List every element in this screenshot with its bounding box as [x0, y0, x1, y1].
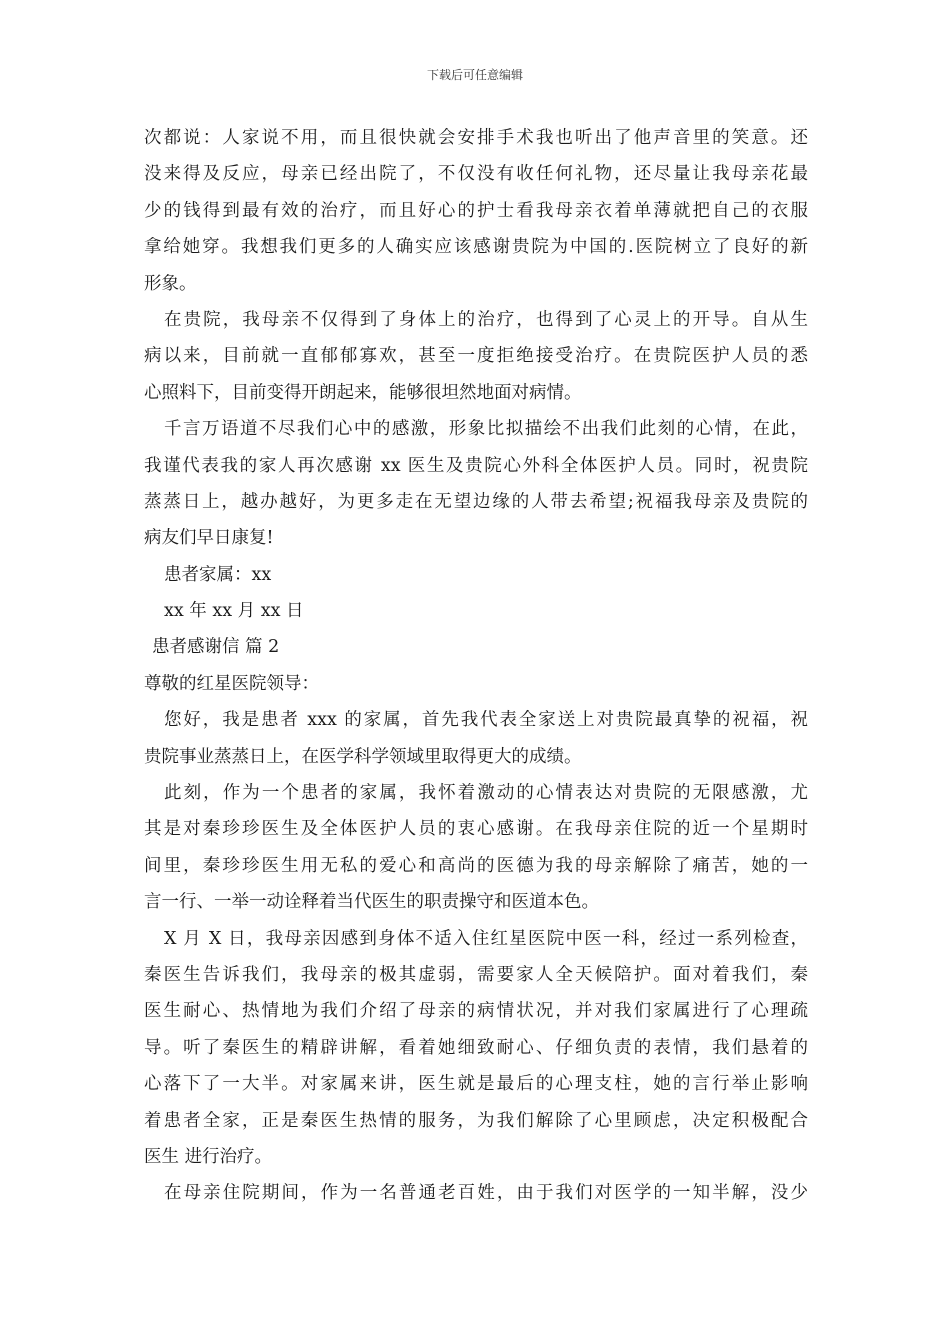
text-line: 其是对秦珍珍医生及全体医护人员的衷心感谢。在我母亲住院的近一个星期时	[144, 819, 808, 840]
text-line: 尊敬的红星医院领导：	[144, 673, 319, 694]
text-line: 心落下了一大半。对家属来讲，医生就是最后的心理支柱，她的言行举止影响	[144, 1074, 808, 1095]
text-line: X 月 X 日，我母亲因感到身体不适入住红星医院中医一科，经过一系列检查，	[164, 928, 808, 949]
text-line: 次都说：人家说不用，而且很快就会安排手术我也听出了他声音里的笑意。还	[144, 128, 808, 148]
text-line: 贵院事业蒸蒸日上，在医学科学领域里取得更大的成绩。	[144, 746, 582, 767]
text-line: 秦医生告诉我们，我母亲的极其虚弱，需要家人全天候陪护。面对着我们，秦	[144, 964, 808, 985]
page-header: 下载后可任意编辑	[426, 68, 523, 82]
text-line: 间里，秦珍珍医生用无私的爱心和高尚的医德为我的母亲解除了痛苦，她的一	[144, 855, 808, 876]
text-line: 病友们早日康复!	[144, 528, 274, 549]
document-body	[144, 120, 808, 1212]
text-line: 我谨代表我的家人再次感谢 xx 医生及贵院心外科全体医护人员。同时，祝贵院	[144, 455, 808, 476]
text-line: 在贵院，我母亲不仅得到了身体上的治疗，也得到了心灵上的开导。自从生	[164, 309, 808, 330]
text-line: 拿给她穿。我想我们更多的人确实应该感谢贵院为中国的.医院树立了良好的新	[144, 237, 808, 258]
text-line: 患者感谢信 篇 2	[152, 637, 280, 658]
text-line: 导。听了秦医生的精辟讲解，看着她细致耐心、仔细负责的表情，我们悬着的	[144, 1037, 808, 1058]
text-line: 医生耐心、热情地为我们介绍了母亲的病情状况，并对我们家属进行了心理疏	[144, 1001, 808, 1022]
text-line: 形象。	[144, 273, 197, 294]
text-line: 蒸蒸日上，越办越好，为更多走在无望边缘的人带去希望;祝福我母亲及贵院的	[144, 491, 808, 512]
text-line: 着患者全家，正是秦医生热情的服务，为我们解除了心里顾虑，决定积极配合	[144, 1110, 808, 1131]
text-line: xx 年 xx 月 xx 日	[164, 601, 304, 622]
text-line: 心照料下，目前变得开朗起来，能够很坦然地面对病情。	[144, 382, 582, 403]
text-line: 您好，我是患者 xxx 的家属，首先我代表全家送上对贵院最真挚的祝福，祝	[164, 710, 808, 731]
text-line: 病以来，目前就一直郁郁寡欢，甚至一度拒绝接受治疗。在贵院医护人员的悉	[144, 346, 808, 367]
text-line: 此刻，作为一个患者的家属，我怀着激动的心情表达对贵院的无限感激，尤	[164, 783, 808, 804]
text-line: 少的钱得到最有效的治疗，而且好心的护士看我母亲衣着单薄就把自己的衣服	[144, 200, 808, 221]
text-line: 没来得及反应，母亲已经出院了，不仅没有收任何礼物，还尽量让我母亲花最	[144, 164, 808, 185]
text-line: 患者家属：xx	[164, 564, 272, 585]
text-line: 在母亲住院期间，作为一名普通老百姓，由于我们对医学的一知半解，没少	[164, 1183, 808, 1204]
text-line: 医生 进行治疗。	[144, 1146, 273, 1167]
text-line: 言一行、一举一动诠释着当代医生的职责操守和医道本色。	[144, 892, 599, 913]
text-line: 千言万语道不尽我们心中的感激，形象比拟描绘不出我们此刻的心情，在此，	[164, 419, 808, 440]
